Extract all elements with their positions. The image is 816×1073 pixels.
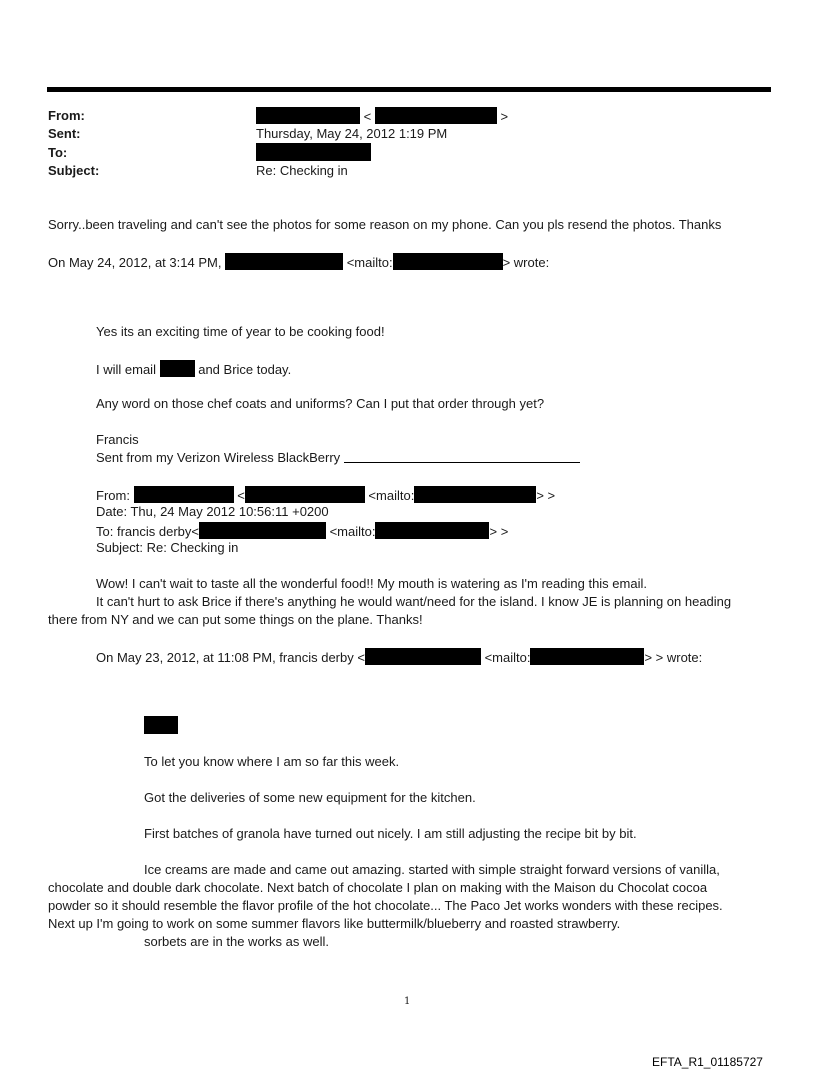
quote-line-1 [48, 253, 549, 270]
email-suffix: and Brice today. [198, 362, 292, 377]
signature-underline [344, 450, 580, 463]
fwd-to-line [96, 522, 508, 539]
from-open-bracket: < [363, 109, 372, 124]
sent-label: Sent: [48, 126, 81, 141]
to-redaction [256, 143, 371, 161]
msg3-ice-4: Next up I'm going to work on some summer flavors like buttermilk/blueberry and roasted strawberry. [48, 916, 621, 931]
redaction [375, 522, 489, 539]
msg2-quote-prefix: On May 23, 2012, at 11:08 PM, francis derby < [96, 650, 365, 665]
fwd-subject: Subject: Re: Checking in [96, 540, 239, 555]
msg2-line-1: Wow! I can't wait to taste all the wonderful food!! My mouth is watering as I'm reading this email. [96, 576, 647, 591]
fwd-from-mailto: <mailto: [368, 488, 415, 503]
fwd-to-mailto: <mailto: [329, 524, 376, 539]
line-email [96, 360, 291, 377]
line-cooking: Yes its an exciting time of year to be cooking food! [96, 324, 385, 339]
reply-line: Sorry..been traveling and can't see the photos for some reason on my phone. Can you pls resend the photos. Thanks [48, 217, 722, 232]
from-label: From: [48, 108, 85, 123]
signature-device [96, 450, 580, 465]
fwd-from-line [96, 486, 555, 503]
msg2-line-3: there from NY and we can put some things on the plane. Thanks! [48, 612, 423, 627]
document-id: EFTA_R1_01185727 [652, 1055, 763, 1069]
fwd-from-open: < [237, 488, 245, 503]
msg3-ice-2: chocolate and double dark chocolate. Next batch of chocolate I plan on making with the Maison du Chocolat cocoa [48, 880, 708, 895]
redaction [134, 486, 234, 503]
quote1-mailto: <mailto: [346, 255, 393, 270]
redaction [393, 253, 503, 270]
msg3-granola: First batches of granola have turned out nicely. I am still adjusting the recipe bit by bit. [144, 826, 637, 841]
redaction [530, 648, 644, 665]
redaction [414, 486, 536, 503]
from-close-bracket: > [500, 109, 509, 124]
quote1-suffix: > wrote: [502, 255, 550, 270]
email-prefix: I will email [96, 362, 156, 377]
redaction [199, 522, 326, 539]
line-chef-coats: Any word on those chef coats and uniforms? Can I put that order through yet? [96, 396, 545, 411]
subject-label: Subject: [48, 163, 100, 178]
redaction [256, 107, 360, 124]
msg3-deliveries: Got the deliveries of some new equipment for the kitchen. [144, 790, 476, 805]
sent-value: Thursday, May 24, 2012 1:19 PM [256, 126, 448, 141]
redaction [365, 648, 481, 665]
subject-value: Re: Checking in [256, 163, 348, 178]
from-value [256, 107, 508, 124]
msg2-line-2: It can't hurt to ask Brice if there's anything he would want/need for the island. I know JE is planning on heading [96, 594, 732, 609]
msg3-sorbets: sorbets are in the works as well. [144, 934, 329, 949]
msg2-quote-mailto: <mailto: [484, 650, 531, 665]
signature-device-text: Sent from my Verizon Wireless BlackBerry [96, 450, 341, 465]
fwd-from-close: > > [536, 488, 556, 503]
msg3-ice-1: Ice creams are made and came out amazing. started with simple straight forward versions of vanilla, [144, 862, 720, 877]
redaction [375, 107, 497, 124]
page-number: 1 [404, 996, 411, 1007]
msg3-ice-3: powder so it should resemble the flavor profile of the hot chocolate... The Paco Jet works wonders with these recipes. [48, 898, 723, 913]
header-rule [47, 87, 771, 92]
redaction [160, 360, 195, 377]
fwd-from-label: From: [96, 488, 130, 503]
redaction [225, 253, 343, 270]
greeting-redaction [144, 716, 178, 734]
fwd-to-prefix: To: francis derby< [96, 524, 199, 539]
msg2-quote-suffix: > > wrote: [644, 650, 703, 665]
fwd-date: Date: Thu, 24 May 2012 10:56:11 +0200 [96, 504, 329, 519]
fwd-to-close: > > [489, 524, 509, 539]
msg2-quote-line [96, 648, 702, 665]
quote1-prefix: On May 24, 2012, at 3:14 PM, [48, 255, 222, 270]
msg3-where: To let you know where I am so far this week. [144, 754, 400, 769]
redaction [245, 486, 365, 503]
signature-name: Francis [96, 432, 139, 447]
to-label: To: [48, 145, 68, 160]
